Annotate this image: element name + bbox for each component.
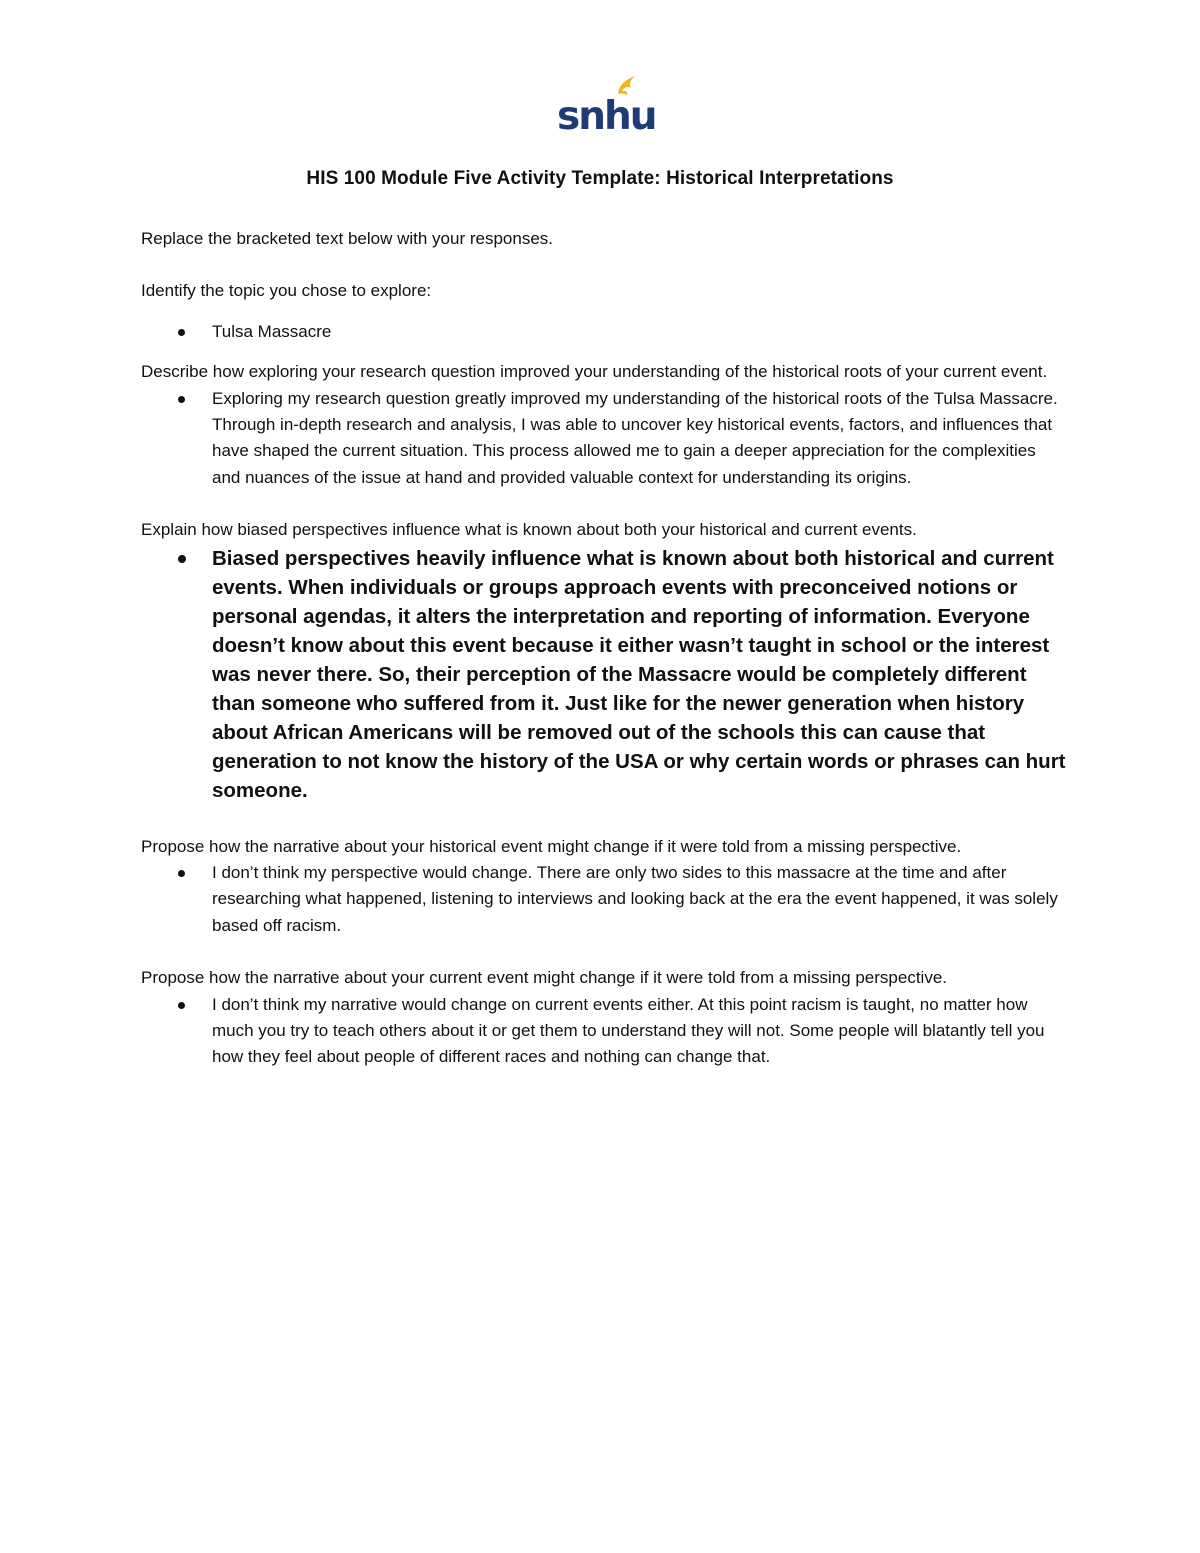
prompt-research-understanding: Describe how exploring your research question improved your understanding of the historical roots of your current event. [141,362,1048,382]
answer-historical-missing-perspective [141,860,1066,939]
bullet-icon [178,1002,185,1009]
flame-icon [618,76,635,95]
prompt-biased-perspectives: Explain how biased perspectives influence what is known about both your historical and current events. [141,520,917,540]
page-title: HIS 100 Module Five Activity Template: Historical Interpretations [306,168,894,189]
answer-current-missing-perspective [141,992,1066,1071]
document-body [141,226,1066,1071]
answer-current-missing-perspective-text: I don’t think my narrative would change on current events either. At this point racism is taught, no matter how much you try to teach others about it or get them to understand they will not. Some people will blatantly tell you how they feel about people of different races and nothing can change that. [212,994,1045,1067]
answer-research-understanding-text: Exploring my research question greatly improved my understanding of the historical roots of the Tulsa Massacre. Through in-depth research and analysis, I was able to uncover key historical events, factors, and influences that have shaped the current situation. This process allowed me to gain a deeper appreciation for the complexities and nuances of the issue at hand and provided valuable context for understanding its origins. [212,388,1058,487]
prompt-historical-missing-perspective: Propose how the narrative about your historical event might change if it were told from a missing perspective. [141,836,962,856]
answer-historical-missing-perspective-text: I don’t think my perspective would change. There are only two sides to this massacre at the time and after researching what happened, listening to interviews and looking back at the era the event happened, it was solely based off racism. [212,862,1058,935]
snhu-logo [556,74,656,139]
prompt-current-missing-perspective: Propose how the narrative about your current event might change if it were told from a missing perspective. [141,968,948,988]
answer-topic-text: Tulsa Massacre [212,321,332,341]
answer-biased-perspectives-text: Biased perspectives heavily influence what is known about both historical and current events. When individuals or groups approach events with preconceived notions or personal agendas, it alters the interpretation and reporting of information. Everyone doesn’t know about this event because it either wasn’t taught in school or the interest was never there. So, their perception of the Massacre would be completely different than someone who suffered from it. Just like for the newer generation when history about African Americans will be removed out of the schools this can cause that generation to not know the history of the USA or why certain words or phrases can hurt someone. [212,546,1066,803]
bullet-icon [178,555,186,563]
bullet-icon [178,870,185,877]
bullet-icon [178,396,185,403]
instructions-text: Replace the bracketed text below with your responses. [141,229,554,248]
bullet-icon [178,329,185,336]
answer-topic [141,319,1066,345]
logo-wordmark: snhu [557,94,656,139]
answer-biased-perspectives [141,544,1066,806]
prompt-topic: Identify the topic you chose to explore: [141,281,432,301]
answer-research-understanding [141,386,1066,492]
